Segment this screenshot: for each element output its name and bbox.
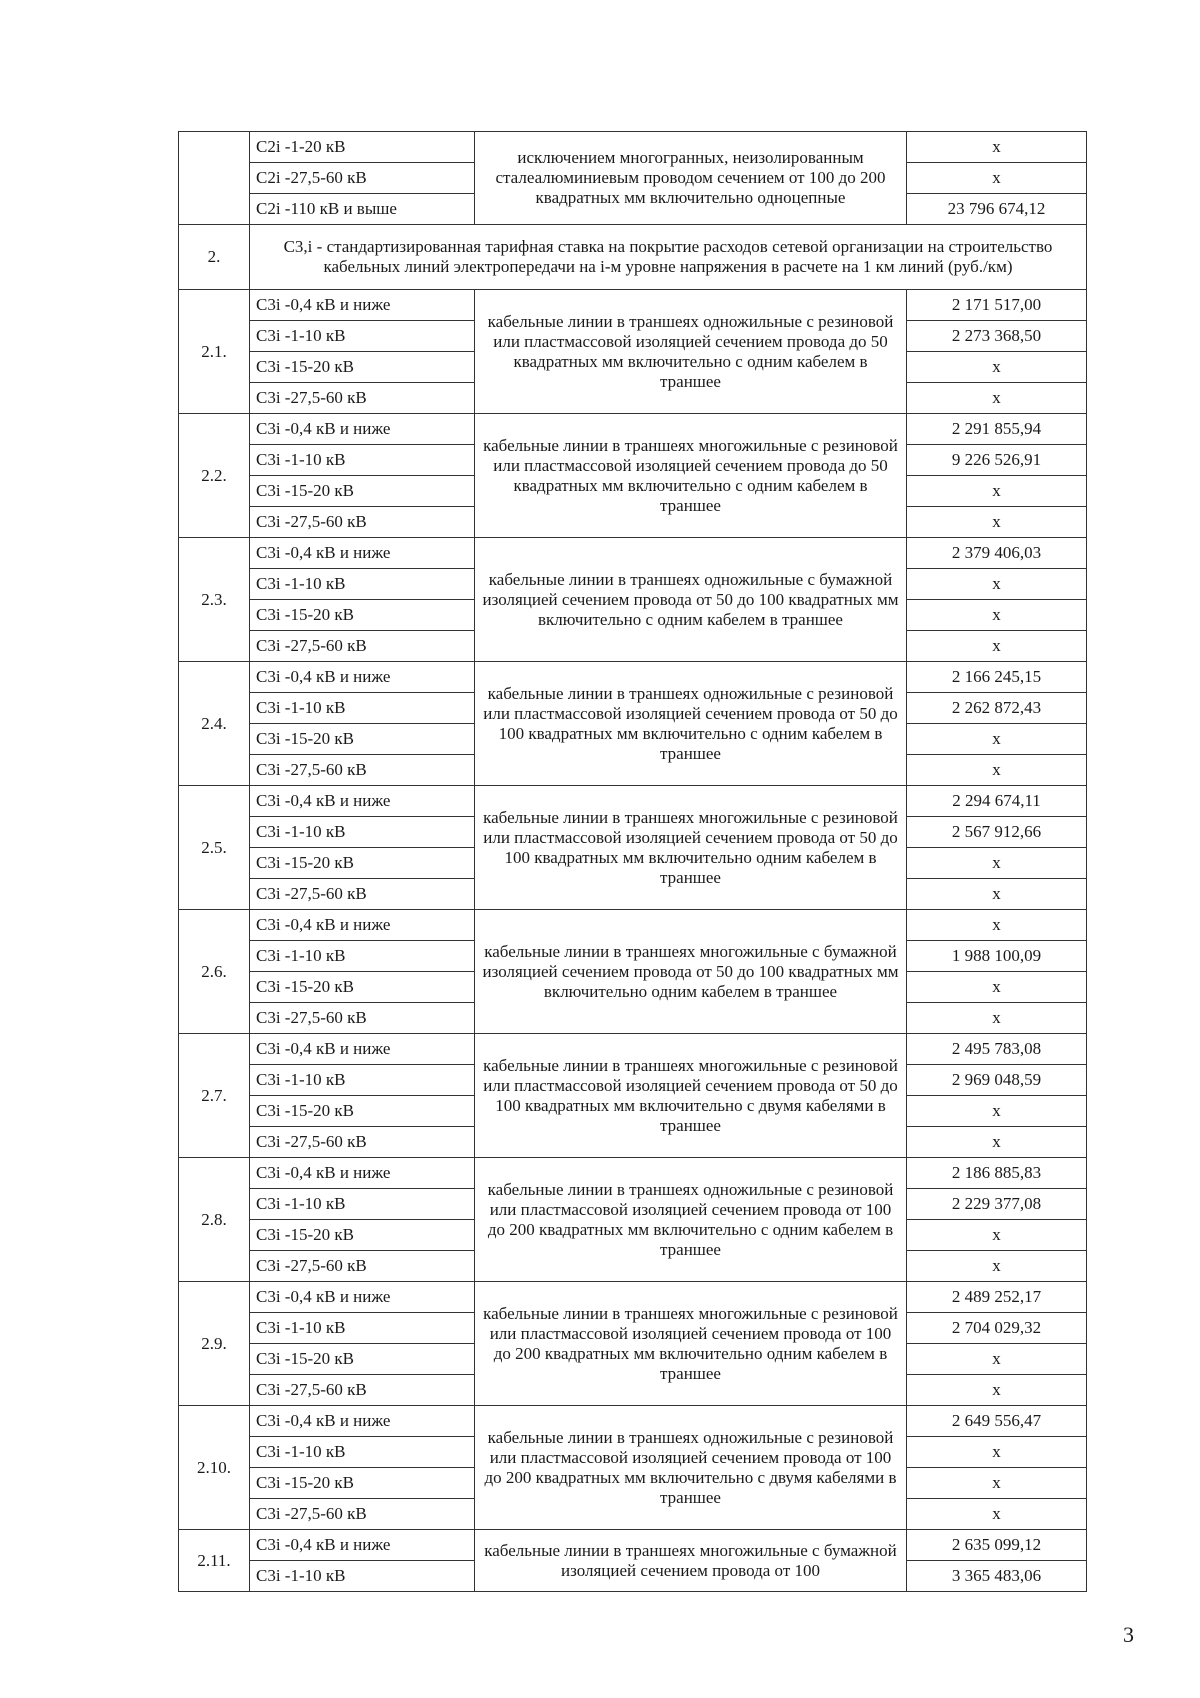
voltage-level-cell: С3i -15-20 кВ	[250, 476, 475, 507]
voltage-level-cell: С3i -15-20 кВ	[250, 600, 475, 631]
value-cell: 2 229 377,08	[907, 1189, 1087, 1220]
table-row	[179, 132, 1087, 163]
value-cell: х	[907, 1003, 1087, 1034]
table-row	[179, 1282, 1087, 1313]
value-cell: х	[907, 132, 1087, 163]
value-cell: х	[907, 383, 1087, 414]
voltage-level-cell: С3i -15-20 кВ	[250, 972, 475, 1003]
table-row	[179, 910, 1087, 941]
row-number-cell: 2.11.	[179, 1530, 250, 1592]
value-cell: 2 635 099,12	[907, 1530, 1087, 1561]
description-cell: кабельные линии в траншеях многожильные с резиновой или пластмассовой изоляцией сечением провода до 50 квадратных мм включительно с одним кабелем в траншее	[475, 414, 907, 538]
description-cell: кабельные линии в траншеях одножильные с резиновой или пластмассовой изоляцией сечением провода от 50 до 100 квадратных мм включительно с одним кабелем в траншее	[475, 662, 907, 786]
value-cell: х	[907, 600, 1087, 631]
value-cell: 2 704 029,32	[907, 1313, 1087, 1344]
row-number-cell: 2.3.	[179, 538, 250, 662]
row-number-cell: 2.4.	[179, 662, 250, 786]
voltage-level-cell: С3i -1-10 кВ	[250, 1561, 475, 1592]
description-cell: кабельные линии в траншеях многожильные с резиновой или пластмассовой изоляцией сечением провода от 50 до 100 квадратных мм включительно с двумя кабелями в траншее	[475, 1034, 907, 1158]
voltage-level-cell: С3i -1-10 кВ	[250, 817, 475, 848]
row-number-cell: 2.9.	[179, 1282, 250, 1406]
voltage-level-cell: С3i -1-10 кВ	[250, 321, 475, 352]
value-cell: х	[907, 910, 1087, 941]
description-cell: кабельные линии в траншеях одножильные с резиновой или пластмассовой изоляцией сечением провода до 50 квадратных мм включительно с одним кабелем в траншее	[475, 290, 907, 414]
voltage-level-cell: С3i -1-10 кВ	[250, 1313, 475, 1344]
row-number-cell: 2.2.	[179, 414, 250, 538]
voltage-level-cell: С3i -15-20 кВ	[250, 1096, 475, 1127]
voltage-level-cell: С3i -0,4 кВ и ниже	[250, 910, 475, 941]
table-row	[179, 414, 1087, 445]
tariff-table	[178, 131, 1087, 1592]
voltage-level-cell: С3i -15-20 кВ	[250, 352, 475, 383]
row-number-cell: 2.8.	[179, 1158, 250, 1282]
voltage-level-cell: С3i -27,5-60 кВ	[250, 1003, 475, 1034]
row-number-cell: 2.6.	[179, 910, 250, 1034]
value-cell: х	[907, 1127, 1087, 1158]
value-cell: 2 379 406,03	[907, 538, 1087, 569]
section-title: С3,i - стандартизированная тарифная ставка на покрытие расходов сетевой организации на строительство кабельных линий электропередачи на i-м уровне напряжения в расчете на 1 км линий (руб./км)	[250, 225, 1087, 290]
value-cell: 2 294 674,11	[907, 786, 1087, 817]
voltage-level-cell: С3i -27,5-60 кВ	[250, 631, 475, 662]
voltage-level-cell: С3i -1-10 кВ	[250, 569, 475, 600]
value-cell: х	[907, 631, 1087, 662]
voltage-level-cell: С3i -0,4 кВ и ниже	[250, 1406, 475, 1437]
voltage-level-cell: С3i -27,5-60 кВ	[250, 507, 475, 538]
voltage-level-cell: С3i -27,5-60 кВ	[250, 1127, 475, 1158]
voltage-level-cell: С3i -0,4 кВ и ниже	[250, 1530, 475, 1561]
value-cell: х	[907, 1096, 1087, 1127]
voltage-level-cell: С3i -15-20 кВ	[250, 1220, 475, 1251]
voltage-level-cell: С3i -0,4 кВ и ниже	[250, 1158, 475, 1189]
description-cell: кабельные линии в траншеях одножильные с резиновой или пластмассовой изоляцией сечением провода от 100 до 200 квадратных мм включительно с одним кабелем в траншее	[475, 1158, 907, 1282]
value-cell: 2 166 245,15	[907, 662, 1087, 693]
value-cell: х	[907, 972, 1087, 1003]
voltage-level-cell: С2i -27,5-60 кВ	[250, 163, 475, 194]
row-number-cell: 2.10.	[179, 1406, 250, 1530]
voltage-level-cell: С3i -1-10 кВ	[250, 1189, 475, 1220]
section-header-row	[179, 225, 1087, 290]
description-cell: кабельные линии в траншеях многожильные с бумажной изоляцией сечением провода от 50 до 100 квадратных мм включительно одним кабелем в траншее	[475, 910, 907, 1034]
table-row	[179, 1530, 1087, 1561]
row-number-cell: 2.5.	[179, 786, 250, 910]
voltage-level-cell: С3i -15-20 кВ	[250, 1468, 475, 1499]
voltage-level-cell: С3i -0,4 кВ и ниже	[250, 414, 475, 445]
row-number-cell: 2.7.	[179, 1034, 250, 1158]
voltage-level-cell: С3i -27,5-60 кВ	[250, 879, 475, 910]
table-row	[179, 1034, 1087, 1065]
table-row	[179, 538, 1087, 569]
voltage-level-cell: С3i -27,5-60 кВ	[250, 1251, 475, 1282]
value-cell: 2 273 368,50	[907, 321, 1087, 352]
value-cell: 2 495 783,08	[907, 1034, 1087, 1065]
value-cell: х	[907, 1468, 1087, 1499]
voltage-level-cell: С3i -0,4 кВ и ниже	[250, 1034, 475, 1065]
table-row	[179, 1406, 1087, 1437]
value-cell: 3 365 483,06	[907, 1561, 1087, 1592]
value-cell: х	[907, 163, 1087, 194]
description-cell: кабельные линии в траншеях многожильные с бумажной изоляцией сечением провода от 100	[475, 1530, 907, 1592]
voltage-level-cell: С3i -27,5-60 кВ	[250, 1375, 475, 1406]
value-cell: 2 171 517,00	[907, 290, 1087, 321]
table-row	[179, 290, 1087, 321]
voltage-level-cell: С3i -1-10 кВ	[250, 1065, 475, 1096]
value-cell: х	[907, 1220, 1087, 1251]
description-cell: кабельные линии в траншеях многожильные с резиновой или пластмассовой изоляцией сечением провода от 50 до 100 квадратных мм включительно одним кабелем в траншее	[475, 786, 907, 910]
value-cell: 1 988 100,09	[907, 941, 1087, 972]
value-cell: х	[907, 879, 1087, 910]
row-number-cell	[179, 132, 250, 225]
voltage-level-cell: С3i -1-10 кВ	[250, 445, 475, 476]
value-cell: 2 969 048,59	[907, 1065, 1087, 1096]
description-cell: кабельные линии в траншеях одножильные с резиновой или пластмассовой изоляцией сечением провода от 100 до 200 квадратных мм включительно с двумя кабелями в траншее	[475, 1406, 907, 1530]
value-cell: 2 649 556,47	[907, 1406, 1087, 1437]
value-cell: 2 567 912,66	[907, 817, 1087, 848]
voltage-level-cell: С3i -1-10 кВ	[250, 693, 475, 724]
value-cell: х	[907, 848, 1087, 879]
voltage-level-cell: С3i -15-20 кВ	[250, 724, 475, 755]
value-cell: х	[907, 1499, 1087, 1530]
value-cell: х	[907, 1344, 1087, 1375]
value-cell: х	[907, 724, 1087, 755]
value-cell: х	[907, 1251, 1087, 1282]
voltage-level-cell: С3i -27,5-60 кВ	[250, 755, 475, 786]
voltage-level-cell: С3i -27,5-60 кВ	[250, 383, 475, 414]
voltage-level-cell: С3i -15-20 кВ	[250, 848, 475, 879]
voltage-level-cell: С3i -27,5-60 кВ	[250, 1499, 475, 1530]
voltage-level-cell: С3i -1-10 кВ	[250, 1437, 475, 1468]
value-cell: х	[907, 1375, 1087, 1406]
voltage-level-cell: С3i -0,4 кВ и ниже	[250, 538, 475, 569]
description-cell: кабельные линии в траншеях одножильные с бумажной изоляцией сечением провода от 50 до 100 квадратных мм включительно с одним кабелем в траншее	[475, 538, 907, 662]
row-number-cell: 2.1.	[179, 290, 250, 414]
section-number: 2.	[179, 225, 250, 290]
table-row	[179, 662, 1087, 693]
table-row	[179, 786, 1087, 817]
value-cell: х	[907, 1437, 1087, 1468]
table-row	[179, 1158, 1087, 1189]
voltage-level-cell: С2i -110 кВ и выше	[250, 194, 475, 225]
value-cell: х	[907, 569, 1087, 600]
voltage-level-cell: С2i -1-20 кВ	[250, 132, 475, 163]
description-cell: кабельные линии в траншеях многожильные с резиновой или пластмассовой изоляцией сечением провода от 100 до 200 квадратных мм включительно одним кабелем в траншее	[475, 1282, 907, 1406]
value-cell: х	[907, 476, 1087, 507]
voltage-level-cell: С3i -0,4 кВ и ниже	[250, 1282, 475, 1313]
value-cell: 2 291 855,94	[907, 414, 1087, 445]
voltage-level-cell: С3i -0,4 кВ и ниже	[250, 662, 475, 693]
page-number: 3	[1123, 1622, 1134, 1647]
voltage-level-cell: С3i -0,4 кВ и ниже	[250, 290, 475, 321]
voltage-level-cell: С3i -0,4 кВ и ниже	[250, 786, 475, 817]
value-cell: 23 796 674,12	[907, 194, 1087, 225]
value-cell: х	[907, 755, 1087, 786]
value-cell: 9 226 526,91	[907, 445, 1087, 476]
value-cell: 2 186 885,83	[907, 1158, 1087, 1189]
voltage-level-cell: С3i -1-10 кВ	[250, 941, 475, 972]
description-cell: исключением многогранных, неизолированным сталеалюминиевым проводом сечением от 100 до 200 квадратных мм включительно одноцепные	[475, 132, 907, 225]
value-cell: х	[907, 507, 1087, 538]
voltage-level-cell: С3i -15-20 кВ	[250, 1344, 475, 1375]
value-cell: х	[907, 352, 1087, 383]
value-cell: 2 262 872,43	[907, 693, 1087, 724]
value-cell: 2 489 252,17	[907, 1282, 1087, 1313]
